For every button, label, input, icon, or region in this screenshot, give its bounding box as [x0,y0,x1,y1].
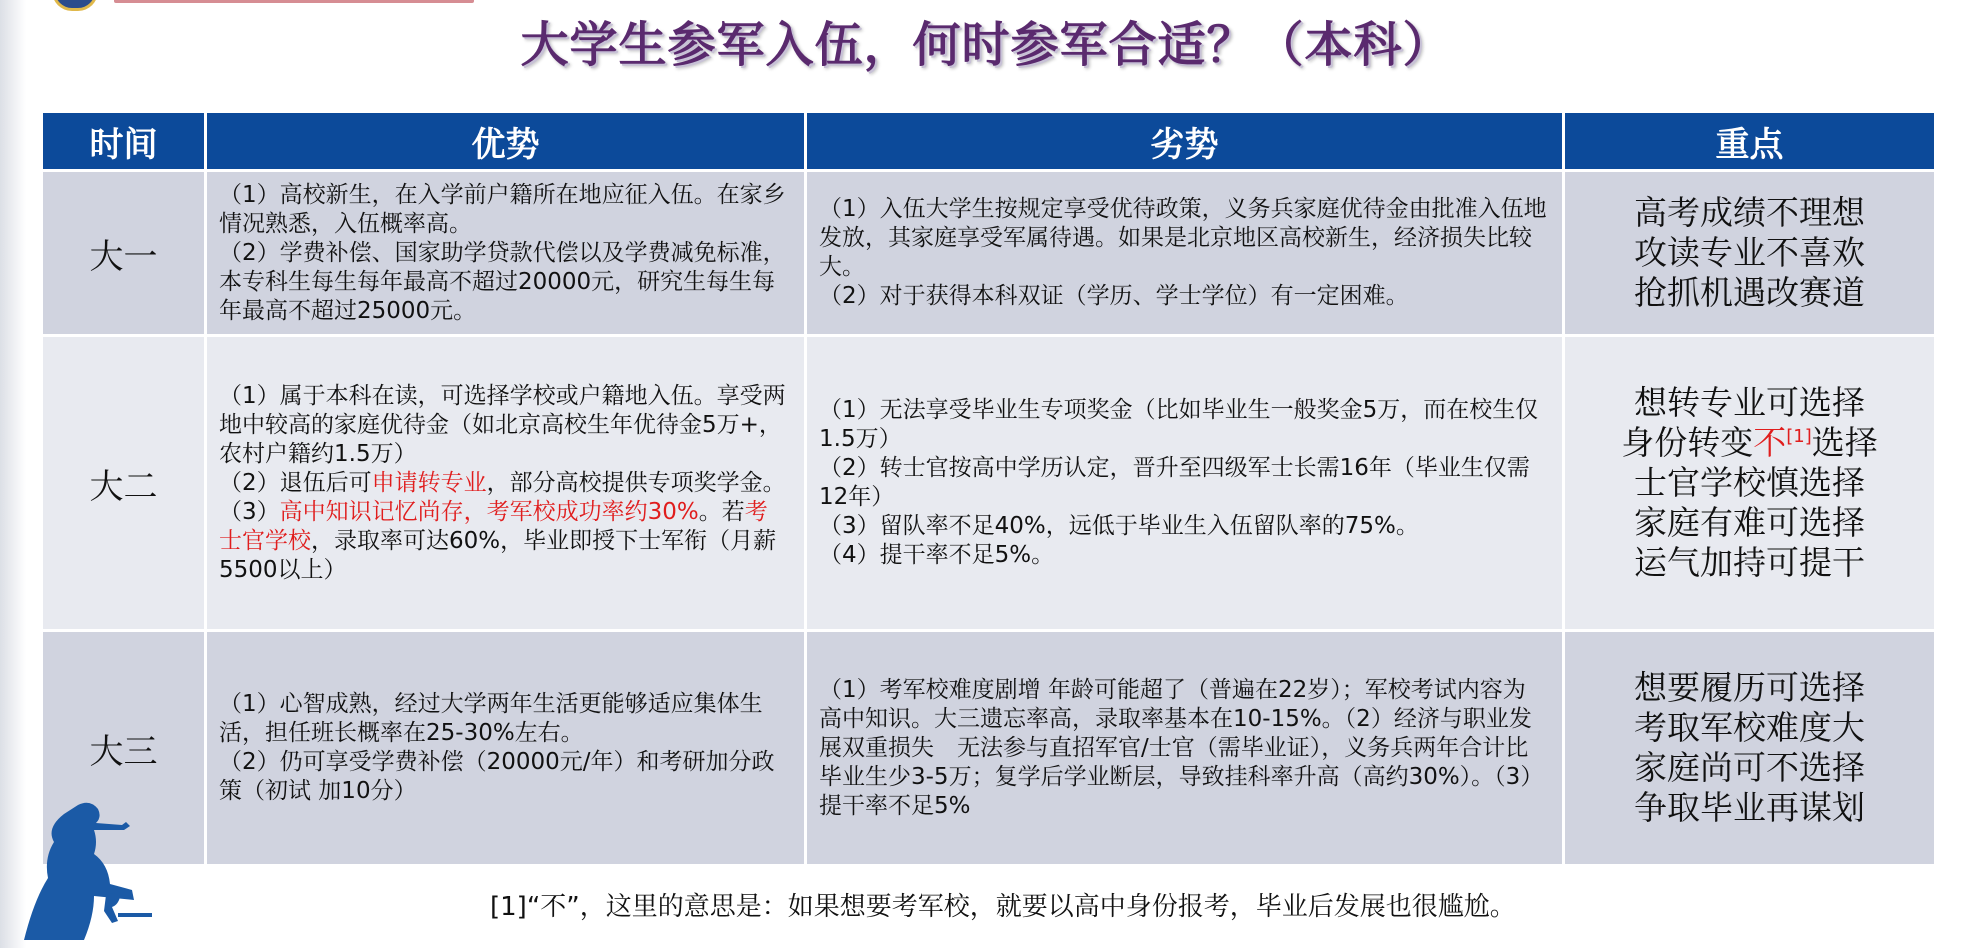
row-time: 大二 [42,336,206,631]
focus-line [1566,423,1933,463]
focus-line: 想要履历可选择 [1634,668,1865,707]
table-row [42,171,1936,336]
header-disadvantage: 劣势 [806,112,1564,171]
text-segment: 。若 [698,498,745,525]
focus-line: 家庭尚可不选择 [1634,748,1865,787]
advantage-item: （2）学费补偿、国家助学贷款代偿以及学费减免标准，本专科生每生每年最高不超过20000元，研究生每生每年最高不超过25000元。 [219,239,786,324]
text-segment: （2）退伍后可 [219,469,372,496]
row-time: 大一 [42,171,206,336]
focus-line: 士官学校慎选择 [1634,463,1865,502]
text-segment: 身份转变 [1621,423,1754,462]
highlight-text: 高中知识记忆尚存，考军校成功率约30% [279,498,699,525]
row-focus [1564,336,1936,631]
advantage-item: （1）属于本科在读，可选择学校或户籍地入伍。享受两地中较高的家庭优待金（如北京高校生年优待金5万+，农村户籍约1.5万） [219,382,786,467]
text-segment: （3） [219,498,280,525]
disadvantage-item: （1）考军校难度剧增 年龄可能超了（普遍在22岁）；军校考试内容为高中知识。大三遗忘率高，录取率基本在10-15%。（2）经济与职业发展双重损失 无法参与直招军官/士官（需毕业证），义务兵两年合计比毕业生少3-5万；复学后学业断层，导致挂科率升高（高约30%）。（3）提干率不足5% [819,676,1544,819]
enlistment-table [40,110,1937,867]
logo-text-bar [114,0,474,3]
row-disadvantage [806,631,1564,866]
focus-line: 高考成绩不理想 [1634,193,1865,232]
focus-line: 运气加持可提干 [1634,543,1865,582]
focus-line: 争取毕业再谋划 [1634,788,1865,827]
focus-line: 考取军校难度大 [1634,708,1865,747]
page-title: 大学生参军入伍，何时参军合适？（本科） [520,17,1452,73]
footnote-marker: [1] [1786,426,1812,447]
disadvantage-item: （2）转士官按高中学历认定，晋升至四级军士长需16年（毕业生仅需12年） [819,455,1530,510]
text-segment: 选择 [1811,423,1878,462]
highlight-text: 不 [1753,423,1787,462]
footnote: [1]“不”，这里的意思是：如果想要考军校，就要以高中身份报考，毕业后发展也很尴尬。 [490,892,1516,922]
header-focus: 重点 [1564,112,1936,171]
row-focus [1564,171,1936,336]
row-focus [1564,631,1936,866]
advantage-item: （1）高校新生，在入学前户籍所在地应征入伍。在家乡情况熟悉，入伍概率高。 [219,181,786,237]
row-disadvantage [806,171,1564,336]
table-row [42,631,1936,866]
row-advantage [206,336,806,631]
table-header-row [42,112,1936,171]
text-segment: ，录取率可达60%，毕业即授下士军衔（月薪5500以上） [219,527,777,583]
disadvantage-item: （3）留队率不足40%，远低于毕业生入伍留队率的75%。 [819,513,1419,539]
table-row [42,336,1936,631]
row-advantage [206,171,806,336]
advantage-item [219,498,790,585]
soldier-silhouette-icon [18,795,158,945]
row-advantage [206,631,806,866]
focus-line: 抢抓机遇改赛道 [1634,273,1865,312]
focus-line: 家庭有难可选择 [1634,503,1865,542]
text-segment: ，部分高校提供专项奖学金。 [486,469,786,496]
focus-line: 攻读专业不喜欢 [1634,233,1865,272]
row-time: 大三 [42,631,206,866]
header-advantage: 优势 [206,112,806,171]
advantage-item: （2）仍可享受学费补偿（20000元/年）和考研加分政策（初试 加10分） [219,749,775,804]
row-disadvantage [806,336,1564,631]
highlight-text: 考士官学校 [219,498,768,554]
disadvantage-item: （2）对于获得本科双证（学历、学士学位）有一定困难。 [819,283,1409,309]
header-time: 时间 [42,112,206,171]
advantage-item [219,469,790,498]
advantage-item: （1）心智成熟，经过大学两年生活更能够适应集体生活，担任班长概率在25-30%左右。 [219,691,763,746]
highlight-text: 申请转专业 [371,469,487,496]
focus-line: 想转专业可选择 [1634,383,1865,422]
disadvantage-item: （4）提干率不足5%。 [819,542,1055,568]
disadvantage-item: （1）无法享受毕业生专项奖金（比如毕业生一般奖金5万，而在校生仅1.5万） [819,397,1539,452]
disadvantage-item: （1）入伍大学生按规定享受优待政策，义务兵家庭优待金由批准入伍地发放，其家庭享受军属待遇。如果是北京地区高校新生，经济损失比较大。 [819,196,1547,280]
